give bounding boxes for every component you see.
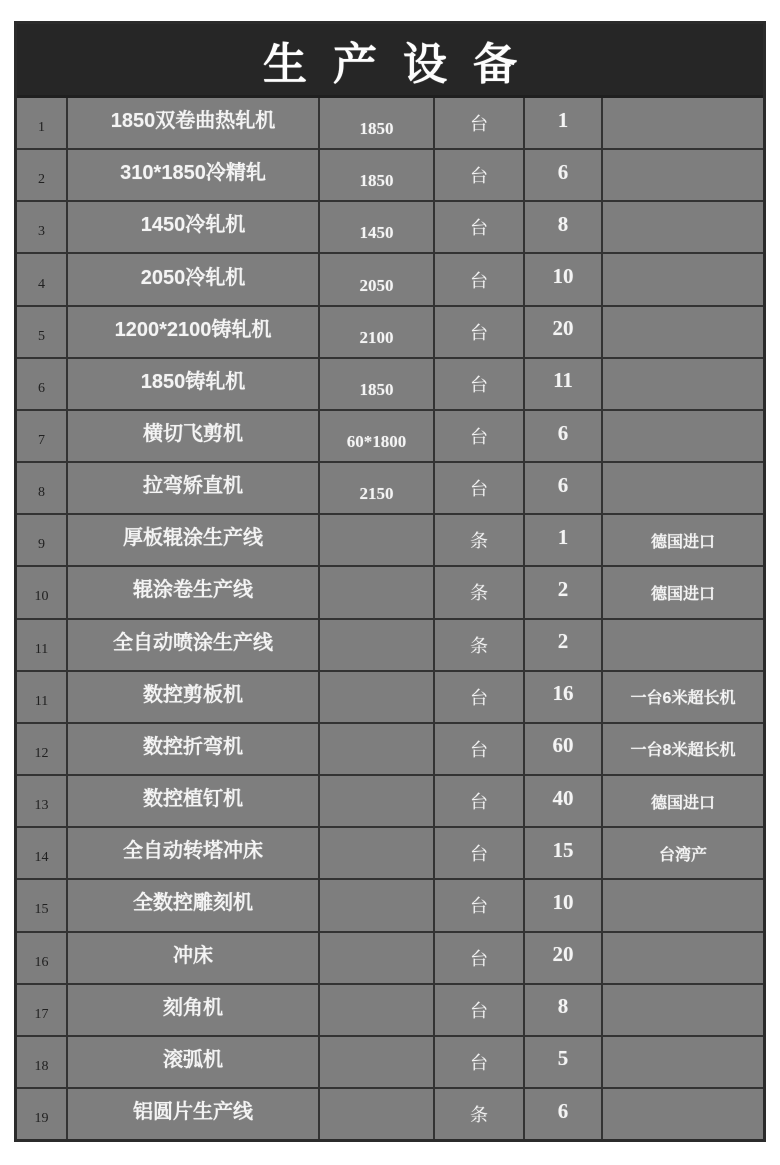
table-row — [17, 463, 763, 515]
quantity-cell: 10 — [525, 254, 603, 304]
equipment-name-cell: 1850双卷曲热轧机 — [68, 98, 320, 148]
spec-cell — [320, 880, 435, 930]
quantity-cell: 20 — [525, 933, 603, 983]
unit-cell: 台 — [435, 672, 525, 722]
spec-cell: 1850 — [320, 150, 435, 200]
unit-cell: 台 — [435, 307, 525, 357]
unit-cell: 台 — [435, 933, 525, 983]
table-row — [17, 985, 763, 1037]
remark-cell: 台湾产 — [603, 828, 763, 878]
equipment-name-cell: 310*1850冷精轧 — [68, 150, 320, 200]
quantity-cell: 15 — [525, 828, 603, 878]
remark-cell — [603, 985, 763, 1035]
row-number-cell: 4 — [17, 254, 68, 304]
row-number-cell: 17 — [17, 985, 68, 1035]
spec-cell — [320, 567, 435, 617]
equipment-name-cell: 全自动转塔冲床 — [68, 828, 320, 878]
remark-cell — [603, 254, 763, 304]
equipment-name-cell: 数控植钉机 — [68, 776, 320, 826]
unit-cell: 台 — [435, 254, 525, 304]
spec-cell: 1850 — [320, 359, 435, 409]
table-row — [17, 307, 763, 359]
unit-cell: 台 — [435, 724, 525, 774]
remark-cell: 德国进口 — [603, 567, 763, 617]
equipment-name-cell: 数控剪板机 — [68, 672, 320, 722]
row-number-cell: 11 — [17, 672, 68, 722]
quantity-cell: 2 — [525, 620, 603, 670]
remark-cell — [603, 150, 763, 200]
equipment-name-cell: 辊涂卷生产线 — [68, 567, 320, 617]
unit-cell: 条 — [435, 620, 525, 670]
unit-cell: 台 — [435, 202, 525, 252]
equipment-table — [14, 21, 766, 1142]
unit-cell: 台 — [435, 463, 525, 513]
equipment-name-cell: 全数控雕刻机 — [68, 880, 320, 930]
table-row — [17, 567, 763, 619]
quantity-cell: 2 — [525, 567, 603, 617]
spec-cell — [320, 933, 435, 983]
quantity-cell: 60 — [525, 724, 603, 774]
remark-cell — [603, 307, 763, 357]
quantity-cell: 6 — [525, 411, 603, 461]
unit-cell: 台 — [435, 359, 525, 409]
row-number-cell: 15 — [17, 880, 68, 930]
unit-cell: 台 — [435, 150, 525, 200]
spec-cell — [320, 776, 435, 826]
spec-cell: 60*1800 — [320, 411, 435, 461]
row-number-cell: 9 — [17, 515, 68, 565]
table-row — [17, 98, 763, 150]
spec-cell — [320, 620, 435, 670]
remark-cell: 一台8米超长机 — [603, 724, 763, 774]
equipment-name-cell: 数控折弯机 — [68, 724, 320, 774]
quantity-cell: 1 — [525, 515, 603, 565]
remark-cell — [603, 202, 763, 252]
remark-cell: 德国进口 — [603, 776, 763, 826]
equipment-name-cell: 冲床 — [68, 933, 320, 983]
quantity-cell: 6 — [525, 463, 603, 513]
table-row — [17, 724, 763, 776]
quantity-cell: 11 — [525, 359, 603, 409]
row-number-cell: 6 — [17, 359, 68, 409]
quantity-cell: 6 — [525, 150, 603, 200]
equipment-table-body — [17, 98, 763, 1139]
row-number-cell: 8 — [17, 463, 68, 513]
remark-cell — [603, 1037, 763, 1087]
spec-cell — [320, 828, 435, 878]
row-number-cell: 5 — [17, 307, 68, 357]
row-number-cell: 19 — [17, 1089, 68, 1139]
spec-cell: 2100 — [320, 307, 435, 357]
remark-cell — [603, 411, 763, 461]
unit-cell: 台 — [435, 98, 525, 148]
equipment-name-cell: 刻角机 — [68, 985, 320, 1035]
unit-cell: 条 — [435, 515, 525, 565]
spec-cell — [320, 985, 435, 1035]
remark-cell — [603, 880, 763, 930]
table-row — [17, 672, 763, 724]
spec-cell — [320, 1037, 435, 1087]
spec-cell: 1850 — [320, 98, 435, 148]
quantity-cell: 10 — [525, 880, 603, 930]
unit-cell: 条 — [435, 567, 525, 617]
equipment-name-cell: 全自动喷涂生产线 — [68, 620, 320, 670]
spec-cell: 2050 — [320, 254, 435, 304]
row-number-cell: 1 — [17, 98, 68, 148]
quantity-cell: 5 — [525, 1037, 603, 1087]
row-number-cell: 12 — [17, 724, 68, 774]
unit-cell: 台 — [435, 776, 525, 826]
spec-cell — [320, 672, 435, 722]
unit-cell: 台 — [435, 880, 525, 930]
unit-cell: 台 — [435, 828, 525, 878]
remark-cell — [603, 463, 763, 513]
table-row — [17, 1037, 763, 1089]
equipment-name-cell: 滚弧机 — [68, 1037, 320, 1087]
spec-cell: 2150 — [320, 463, 435, 513]
remark-cell: 德国进口 — [603, 515, 763, 565]
table-row — [17, 150, 763, 202]
remark-cell — [603, 620, 763, 670]
equipment-name-cell: 拉弯矫直机 — [68, 463, 320, 513]
equipment-name-cell: 1200*2100铸轧机 — [68, 307, 320, 357]
table-row — [17, 933, 763, 985]
remark-cell — [603, 1089, 763, 1139]
unit-cell: 台 — [435, 1037, 525, 1087]
equipment-name-cell: 横切飞剪机 — [68, 411, 320, 461]
spec-cell — [320, 724, 435, 774]
unit-cell: 台 — [435, 411, 525, 461]
spec-cell — [320, 515, 435, 565]
row-number-cell: 2 — [17, 150, 68, 200]
quantity-cell: 40 — [525, 776, 603, 826]
unit-cell: 条 — [435, 1089, 525, 1139]
spec-cell — [320, 1089, 435, 1139]
remark-cell — [603, 98, 763, 148]
quantity-cell: 8 — [525, 985, 603, 1035]
table-row — [17, 411, 763, 463]
table-row — [17, 202, 763, 254]
row-number-cell: 16 — [17, 933, 68, 983]
equipment-name-cell: 厚板辊涂生产线 — [68, 515, 320, 565]
row-number-cell: 3 — [17, 202, 68, 252]
table-row — [17, 776, 763, 828]
table-row — [17, 254, 763, 306]
spec-cell: 1450 — [320, 202, 435, 252]
row-number-cell: 10 — [17, 567, 68, 617]
equipment-name-cell: 1450冷轧机 — [68, 202, 320, 252]
table-row — [17, 828, 763, 880]
table-row — [17, 515, 763, 567]
quantity-cell: 6 — [525, 1089, 603, 1139]
equipment-name-cell: 铝圆片生产线 — [68, 1089, 320, 1139]
table-row — [17, 359, 763, 411]
table-row — [17, 1089, 763, 1139]
table-row — [17, 880, 763, 932]
row-number-cell: 18 — [17, 1037, 68, 1087]
quantity-cell: 16 — [525, 672, 603, 722]
row-number-cell: 14 — [17, 828, 68, 878]
table-title-bar — [17, 24, 763, 98]
page-title: 生产设备 — [263, 39, 543, 89]
row-number-cell: 7 — [17, 411, 68, 461]
table-row — [17, 620, 763, 672]
remark-cell — [603, 933, 763, 983]
equipment-name-cell: 1850铸轧机 — [68, 359, 320, 409]
row-number-cell: 13 — [17, 776, 68, 826]
unit-cell: 台 — [435, 985, 525, 1035]
quantity-cell: 8 — [525, 202, 603, 252]
quantity-cell: 20 — [525, 307, 603, 357]
equipment-name-cell: 2050冷轧机 — [68, 254, 320, 304]
remark-cell — [603, 359, 763, 409]
remark-cell: 一台6米超长机 — [603, 672, 763, 722]
row-number-cell: 11 — [17, 620, 68, 670]
quantity-cell: 1 — [525, 98, 603, 148]
